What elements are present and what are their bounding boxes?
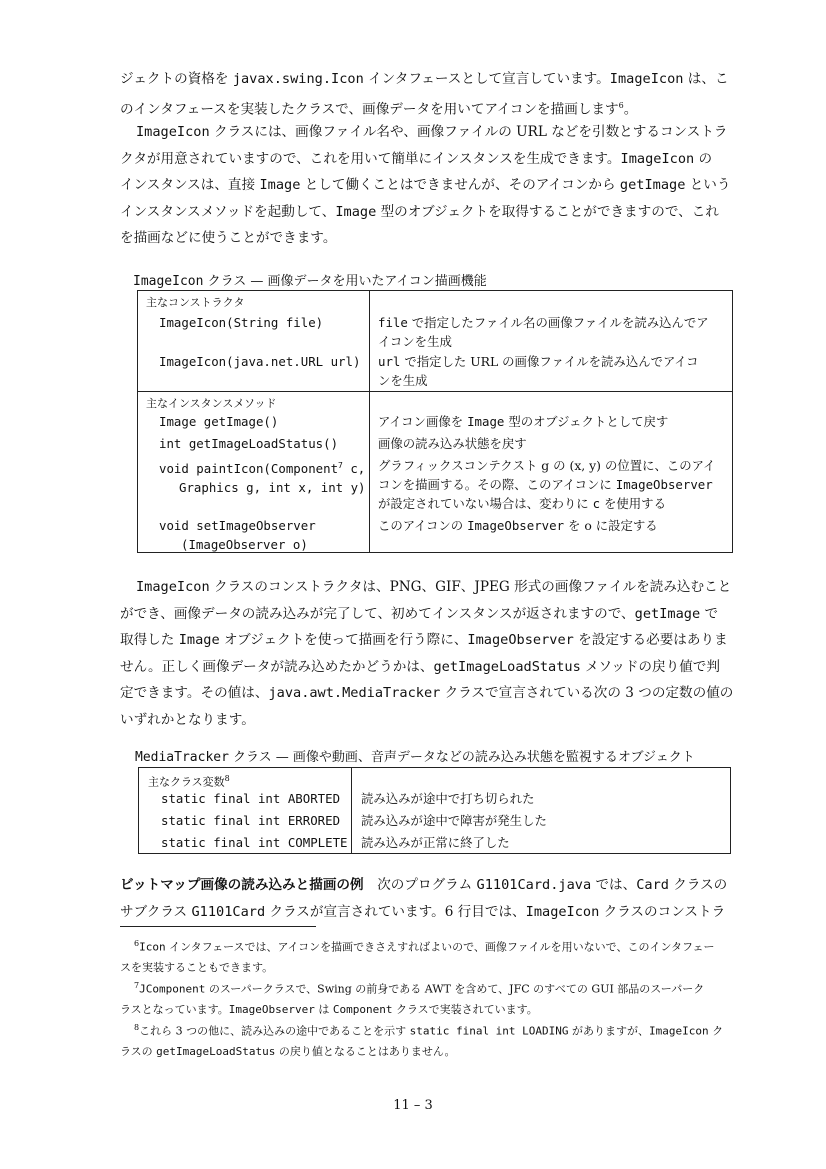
mediatracker-table [138,767,731,854]
method-getimage-desc: アイコン画像を Image 型のオブジェクトとして戻す [378,414,669,429]
const-aborted: static final int ABORTED [161,791,341,806]
footnote-rule [120,926,316,927]
const-errored: static final int ERRORED [161,813,341,828]
const-complete-desc: 読み込みが正常に終了した [361,835,510,850]
constructor-paragraph: ImageIcon クラスのコンストラクタは、PNG、GIF、JPEG 形式の画像ファイルを読み込むこと ができ、画像データの読み込みが完了して、初めてインスタンスが返されますので、getImage で 取得した Image オブジェクトを使って描画を行う際に、ImageObserver を設定する必要はありま せん。正しく画像データが読み込めたかどうかは、getImageLoadStatus メソッドの戻り値で判 定できます。その値は、java.awt.MediaTracker クラスで宣言されている次の 3 つの定数の値の いずれかとなります。 [120,579,734,728]
class-variables-header: 主なクラス変数$^8$ [148,774,230,789]
const-complete: static final int COMPLETE [161,835,348,850]
const-errored-desc: 読み込みが途中で障害が発生した [361,813,547,828]
section-heading: ビットマップ画像の読み込みと描画の例 [120,877,364,893]
constructor-url: ImageIcon(java.net.URL url) [159,354,361,369]
imageicon-paragraph: ImageIcon クラスには、画像ファイル名や、画像ファイルの URL などを引数とするコンストラ クタが用意されていますので、これを用いて簡単にインスタンスを生成できます。ImageIcon の インスタンスは、直接 Image として働くことはできませんが、そのアイコンから getImage という インスタンスメソッドを起動して、Image 型のオブジェクトを取得することができますので、これ を描画などに使うことができます。 [120,124,731,246]
footnote-8: $^8$これら 3 つの他に、読み込みの途中であることを示す static final int LOADING がありますが、ImageIcon ク ラスの getImageLoadStatus の戻り値となることはありません。 [120,1023,724,1058]
const-aborted-desc: 読み込みが途中で打ち切られた [361,791,535,806]
mediatracker-table-caption: MediaTracker クラス — 画像や動画、音声データなどの読み込み状態を監視するオブジェクト [135,750,695,765]
intro-line-1: ジェクトの資格を javax.swing.Icon インタフェースとして宣言しています。ImageIcon は、こ [120,71,729,87]
page-number: 11 – 3 [393,1098,433,1113]
method-getimage: Image getImage() [159,414,279,429]
footnote-6: $^6$Icon インタフェースでは、アイコンを描画できさえすればよいので、画像ファイルを用いないで、このインタフェー スを実装することもできます。 [120,939,715,974]
constructors-header: 主なコンストラクタ [146,296,245,309]
bitmap-example-paragraph: ビットマップ画像の読み込みと描画の例 次のプログラム G1101Card.java では、Card クラスの サブクラス G1101Card クラスが宣言されています。6 行目では、ImageIcon クラスのコンストラ [120,877,728,920]
intro-line-2: のインタフェースを実装したクラスで、画像データを用いてアイコンを描画します$^6$。 [120,100,638,118]
methods-header: 主なインスタンスメソッド [146,397,277,410]
intro-paragraph [120,66,750,123]
method-setimageobserver-desc: このアイコンの ImageObserver を o に設定する [378,518,658,533]
method-getloadstatus: int getImageLoadStatus() [159,436,339,451]
imageicon-table-caption: ImageIcon クラス — 画像データを用いたアイコン描画機能 [133,274,487,289]
constructor-file: ImageIcon(String file) [159,315,324,330]
method-getloadstatus-desc: 画像の読み込み状態を戻す [378,436,527,451]
imageicon-table [137,290,733,553]
method-painticon: void paintIcon(Component$^7$ c, Graphics g, int x, int y) [159,461,366,496]
method-setimageobserver: void setImageObserver (ImageObserver o) [159,518,316,552]
constructor-file-desc: file で指定したファイル名の画像ファイルを読み込んでア イコンを生成 [378,315,709,349]
footnote-7: $^7$JComponent のスーパークラスで、Swing の前身である AWT を含めて、JFC のすべての GUI 部品のスーパーク ラスとなっています。ImageObserver は Component クラスで実装されています。 [120,981,705,1016]
method-painticon-desc: グラフィックスコンテクスト g の (x, y) の位置に、このアイ コンを描画する。その際、このアイコンに ImageObserver が設定されていない場合は、変わりに c を使用する [378,458,716,511]
constructor-url-desc: url で指定した URL の画像ファイルを読み込んでアイコ ンを生成 [378,354,699,388]
